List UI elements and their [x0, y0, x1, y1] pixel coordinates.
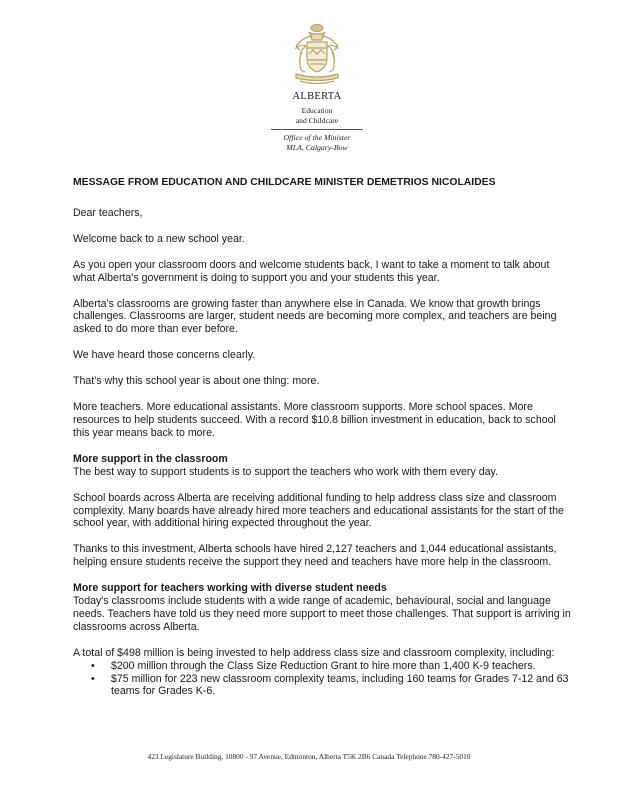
paragraph-3: Alberta's classrooms are growing faster than anywhere else in Canada. We know that growth brings challenges. Classrooms are larger, student needs are becoming more complex, and teachers are being asked to do more than ever before.: [73, 297, 557, 336]
letterhead-office-line1: Office of the Minister: [283, 133, 351, 142]
letterhead-office-line2: MLA, Calgary-Bow: [286, 142, 348, 152]
letterhead-department: [262, 106, 372, 125]
letterhead-office: [262, 133, 372, 152]
paragraph-4: We have heard those concerns clearly.: [73, 349, 256, 362]
paragraph-6: More teachers. More educational assistants. More classroom supports. More school spaces. More resources to help students succeed. With a record $10.8 billion investment in education, back to school this year means back to more.: [73, 401, 556, 439]
letter-heading: MESSAGE FROM EDUCATION AND CHILDCARE MINISTER DEMETRIOS NICOLAIDES: [73, 177, 496, 188]
funding-bullet-list: [73, 660, 571, 699]
letterhead-department-line1: Education: [301, 106, 333, 115]
letterhead: [262, 22, 372, 152]
section-1-paragraph-1: The best way to support students is to support the teachers who work with them every day.: [73, 465, 498, 478]
letter-body: [73, 177, 571, 698]
list-item: • $75 million for 223 new classroom complexity teams, including 160 teams for Grades 7-12 and 63 teams for Grades K-6.: [111, 673, 571, 699]
paragraph-2: As you open your classroom doors and welcome students back, I want to take a moment to talk about what Alberta's government is doing to support you and your students this year.: [73, 258, 550, 284]
alberta-coat-of-arms-icon: [288, 22, 346, 88]
footer-address: 423 Legislature Building, 10800 - 97 Avenue, Edmonton, Alberta T5K 2B6 Canada Telephone 780-427-5010: [147, 752, 471, 761]
letterhead-divider: [271, 129, 363, 130]
section-1-paragraph-2: School boards across Alberta are receiving additional funding to help address class size and classroom complexity. Many boards have already hired more teachers and educational assistants for the start of the school year, with additional hiring expected throughout the year.: [73, 491, 564, 530]
salutation: Dear teachers,: [73, 206, 143, 219]
section-2-paragraph-2: A total of $498 million is being invested to help address class size and classroom complexity, including:: [73, 646, 555, 659]
letterhead-province: ALBERTA: [292, 91, 342, 102]
list-item: • $200 million through the Class Size Reduction Grant to hire more than 1,400 K-9 teachers.: [111, 660, 571, 673]
section-diverse-needs: [73, 582, 571, 634]
section-classroom-support: [73, 453, 571, 479]
section-2-paragraph-1: Today's classrooms include students with a wide range of academic, behavioural, social and language needs. Teachers have told us they need more support to meet those challenges. That support is arriving in classrooms across Alberta.: [73, 595, 571, 633]
section-1-paragraph-3: Thanks to this investment, Alberta schools have hired 2,127 teachers and 1,044 educational assistants, helping ensure students receive the support they need and teachers have more help in the classroom.: [73, 543, 557, 569]
paragraph-1: Welcome back to a new school year.: [73, 232, 245, 245]
letterhead-department-line2: and Childcare: [295, 115, 339, 125]
section-1-title: More support in the classroom: [73, 452, 228, 465]
paragraph-5: That's why this school year is about one thing: more.: [73, 375, 320, 388]
section-2-title: More support for teachers working with diverse student needs: [73, 582, 387, 595]
